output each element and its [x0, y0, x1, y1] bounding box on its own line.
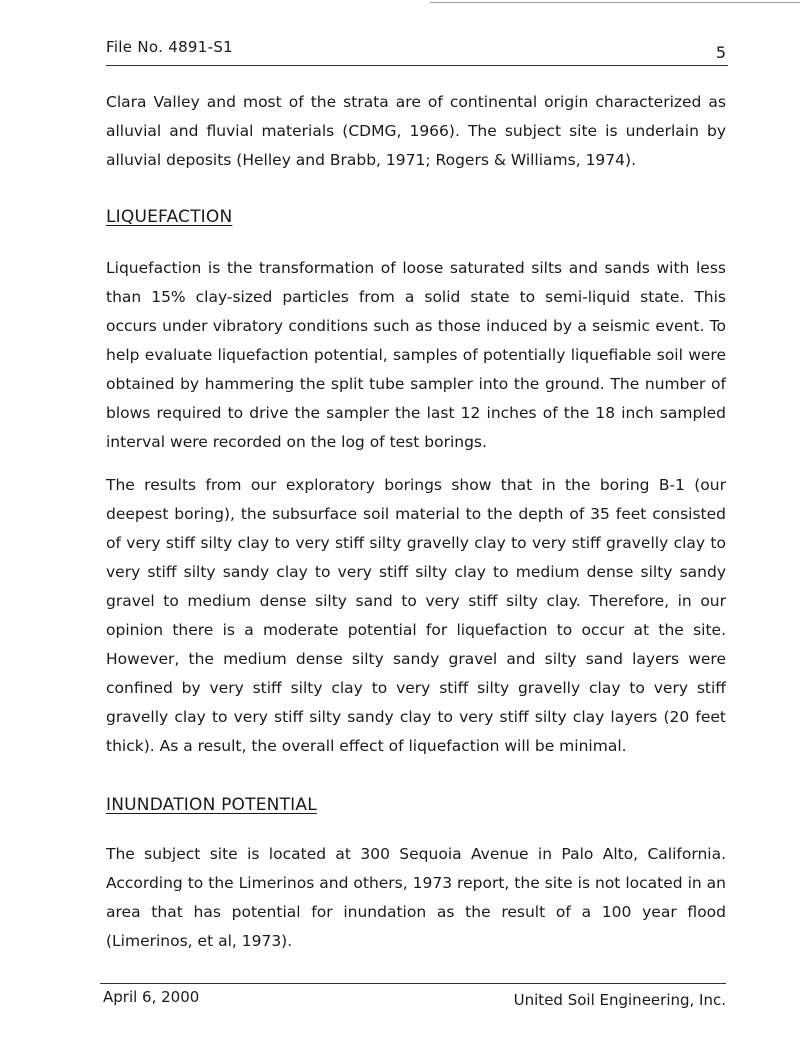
liquefaction-heading: LIQUEFACTION [106, 207, 233, 227]
intro-paragraph: Clara Valley and most of the strata are of continental origin characterized as alluvial and fluvial materials (CDMG, 1966). The subject site is underlain by alluvial deposits (Helley and Brabb, 1971; Rogers & Williams, 1974). [106, 93, 726, 169]
page-footer [100, 988, 726, 1012]
liquefaction-paragraph-2: The results from our exploratory borings show that in the boring B-1 (our deepest boring), the subsurface soil material to the depth of 35 feet consisted of very stiff silty clay to very stiff silty gravelly clay to very stiff gravelly clay to very stiff silty sandy clay to very stiff silty clay to medium dense silty sandy gravel to medium dense silty sand to very stiff silty clay. Therefore, in our opinion there is a moderate potential for liquefaction to occur at the site. However, the medium dense silty sandy gravel and silty sand layers were confined by very stiff silty clay to very stiff silty gravelly clay to very stiff gravelly clay to very stiff silty sandy clay to very stiff silty clay layers (20 feet thick). As a result, the overall effect of liquefaction will be minimal. [106, 476, 726, 755]
scan-edge-line [430, 2, 800, 3]
inundation-paragraph: The subject site is located at 300 Sequoia Avenue in Palo Alto, California. According to the Limerinos and others, 1973 report, the site is not located in an area that has potential for inundation as the result of a 100 year flood (Limerinos, et al, 1973). [106, 845, 726, 950]
footer-date: April 6, 2000 [103, 988, 200, 1006]
liquefaction-paragraph-1: Liquefaction is the transformation of loose saturated silts and sands with less than 15% clay-sized particles from a solid state to semi-liquid state. This occurs under vibratory conditions such as those induced by a seismic event. To help evaluate liquefaction potential, samples of potentially liquefiable soil were obtained by hammering the split tube sampler into the ground. The number of blows required to drive the sampler the last 12 inches of the 18 inch sampled interval were recorded on the log of test borings. [106, 259, 726, 451]
page-number: 5 [715, 43, 726, 62]
inundation-heading: INUNDATION POTENTIAL [106, 795, 317, 815]
header-divider [106, 65, 728, 66]
footer-divider [100, 983, 726, 984]
file-number: File No. 4891-S1 [106, 38, 233, 56]
page-header [106, 38, 726, 68]
footer-company: United Soil Engineering, Inc. [513, 991, 726, 1009]
